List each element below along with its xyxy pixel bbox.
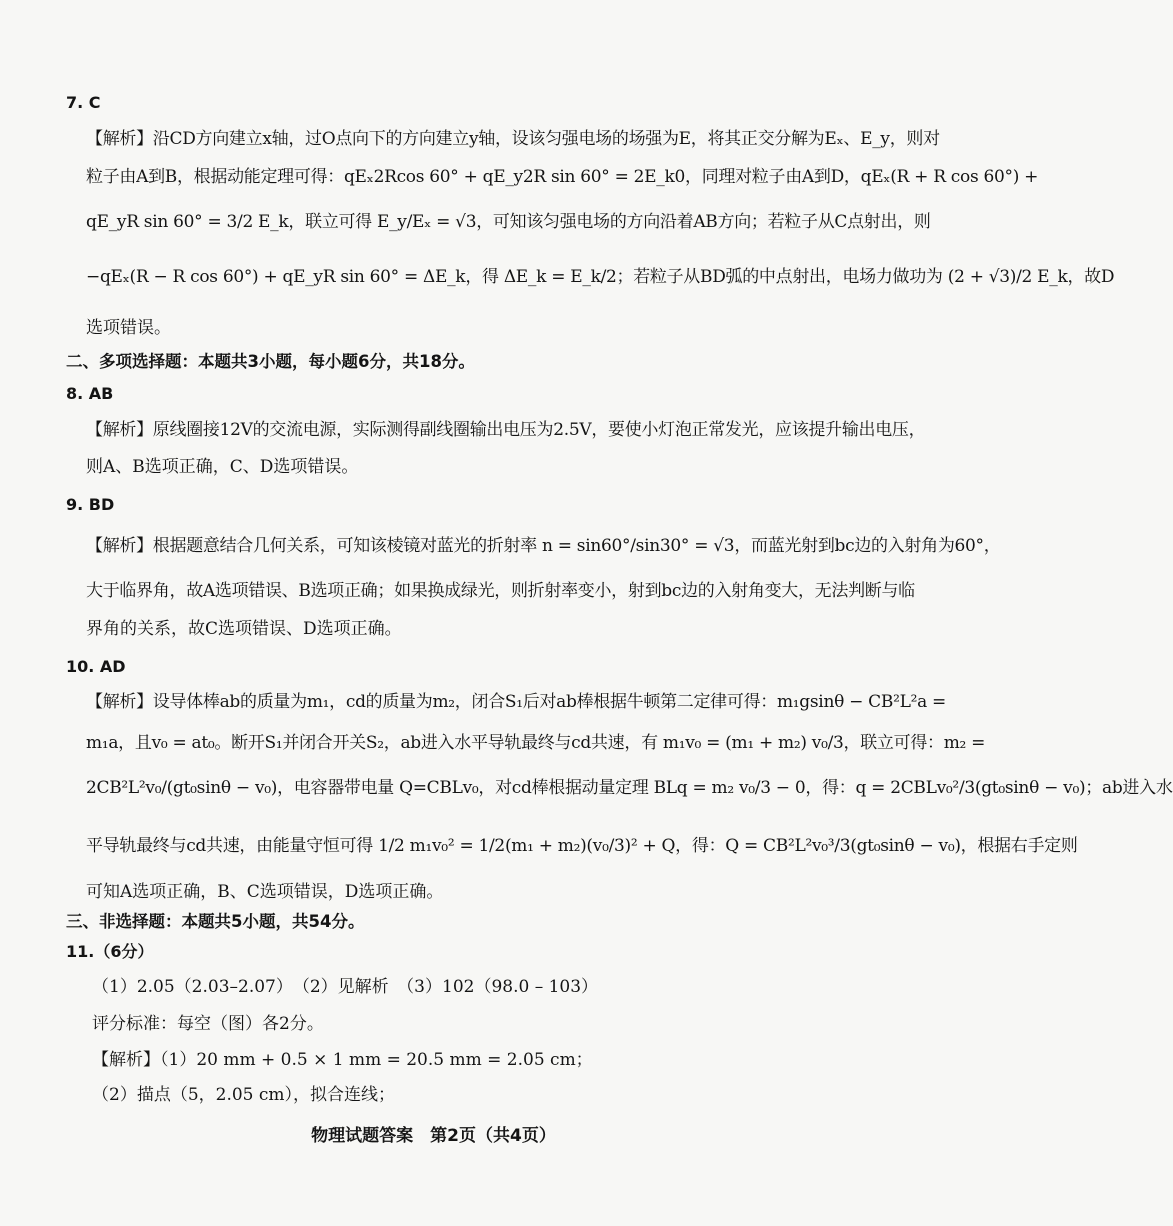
q10-answer: 10. AD (66, 657, 126, 676)
q11-heading: 11.（6分） (66, 942, 154, 961)
q7-explanation-line-2: 粒子由A到B，根据动能定理可得：qEₓ2Rcos 60° + qE_y2R sin 60° = 2E_k0，同理对粒子由A到D，qEₓ(R + R cos 60°) + (86, 167, 1039, 187)
q7-explanation-line-1: 【解析】沿CD方向建立x轴，过O点向下的方向建立y轴，设该匀强电场的场强为E，将其正交分解为Eₓ、E_y，则对 (86, 129, 940, 149)
q9-explanation-line-3: 界角的关系，故C选项错误、D选项正确。 (86, 619, 402, 639)
q7-explanation-line-3: qE_yR sin 60° = 3/2 E_k，联立可得 E_y/Eₓ = √3，可知该匀强电场的方向沿着AB方向；若粒子从C点射出，则 (86, 212, 931, 232)
q10-explanation-line-4: 平导轨最终与cd共速，由能量守恒可得 1/2 m₁v₀² = 1/2(m₁ + m₂)(v₀/3)² + Q，得：Q = CB²L²v₀³/3(gt₀sinθ − v₀)，根据右手定则 (86, 836, 1078, 856)
q10-explanation-line-1: 【解析】设导体棒ab的质量为m₁，cd的质量为m₂，闭合S₁后对ab棒根据牛顿第二定律可得：m₁gsinθ − CB²L²a = (86, 692, 946, 712)
section-3-heading: 三、非选择题：本题共5小题，共54分。 (66, 912, 365, 931)
q8-explanation-line-1: 【解析】原线圈接12V的交流电源，实际测得副线圈输出电压为2.5V，要使小灯泡正常发光，应该提升输出电压， (86, 420, 926, 440)
q10-explanation-line-3: 2CB²L²v₀/(gt₀sinθ − v₀)，电容器带电量 Q=CBLv₀，对cd棒根据动量定理 BLq = m₂ v₀/3 − 0，得：q = 2CBLv₀²/3(gt₀sinθ − v₀)；ab进入水 (86, 778, 1173, 798)
q7-explanation-line-4: −qEₓ(R − R cos 60°) + qE_yR sin 60° = ΔE_k，得 ΔE_k = E_k/2；若粒子从BD弧的中点射出，电场力做功为 (2 + √3)/2 E_k，故D (86, 267, 1115, 287)
q8-answer: 8. AB (66, 384, 114, 403)
q7-answer: 7. C (66, 93, 101, 112)
q11-scoring-criteria: 评分标准：每空（图）各2分。 (92, 1014, 324, 1034)
q10-explanation-line-2: m₁a，且v₀ = at₀。断开S₁并闭合开关S₂，ab进入水平导轨最终与cd共速，有 m₁v₀ = (m₁ + m₂) v₀/3，联立可得：m₂ = (86, 733, 986, 753)
q7-explanation-line-5: 选项错误。 (86, 318, 171, 338)
q9-answer: 9. BD (66, 495, 115, 514)
page-footer: 物理试题答案 第2页（共4页） (311, 1126, 556, 1146)
q11-explanation-line-1: 【解析】（1）20 mm + 0.5 × 1 mm = 20.5 mm = 2.05 cm； (92, 1050, 593, 1070)
q10-explanation-line-5: 可知A选项正确，B、C选项错误，D选项正确。 (86, 882, 444, 902)
q11-explanation-line-2: （2）描点（5，2.05 cm），拟合连线； (92, 1085, 396, 1105)
q9-explanation-line-2: 大于临界角，故A选项错误、B选项正确；如果换成绿光，则折射率变小，射到bc边的入射角变大，无法判断与临 (86, 581, 915, 601)
section-2-heading: 二、多项选择题：本题共3小题，每小题6分，共18分。 (66, 352, 475, 371)
q8-explanation-line-2: 则A、B选项正确，C、D选项错误。 (86, 457, 359, 477)
q11-answers: （1）2.05（2.03–2.07） （2）见解析 （3）102（98.0 – 103） (92, 977, 599, 997)
q9-explanation-line-1: 【解析】根据题意结合几何关系，可知该棱镜对蓝光的折射率 n = sin60°/sin30° = √3，而蓝光射到bc边的入射角为60°， (86, 536, 1001, 556)
